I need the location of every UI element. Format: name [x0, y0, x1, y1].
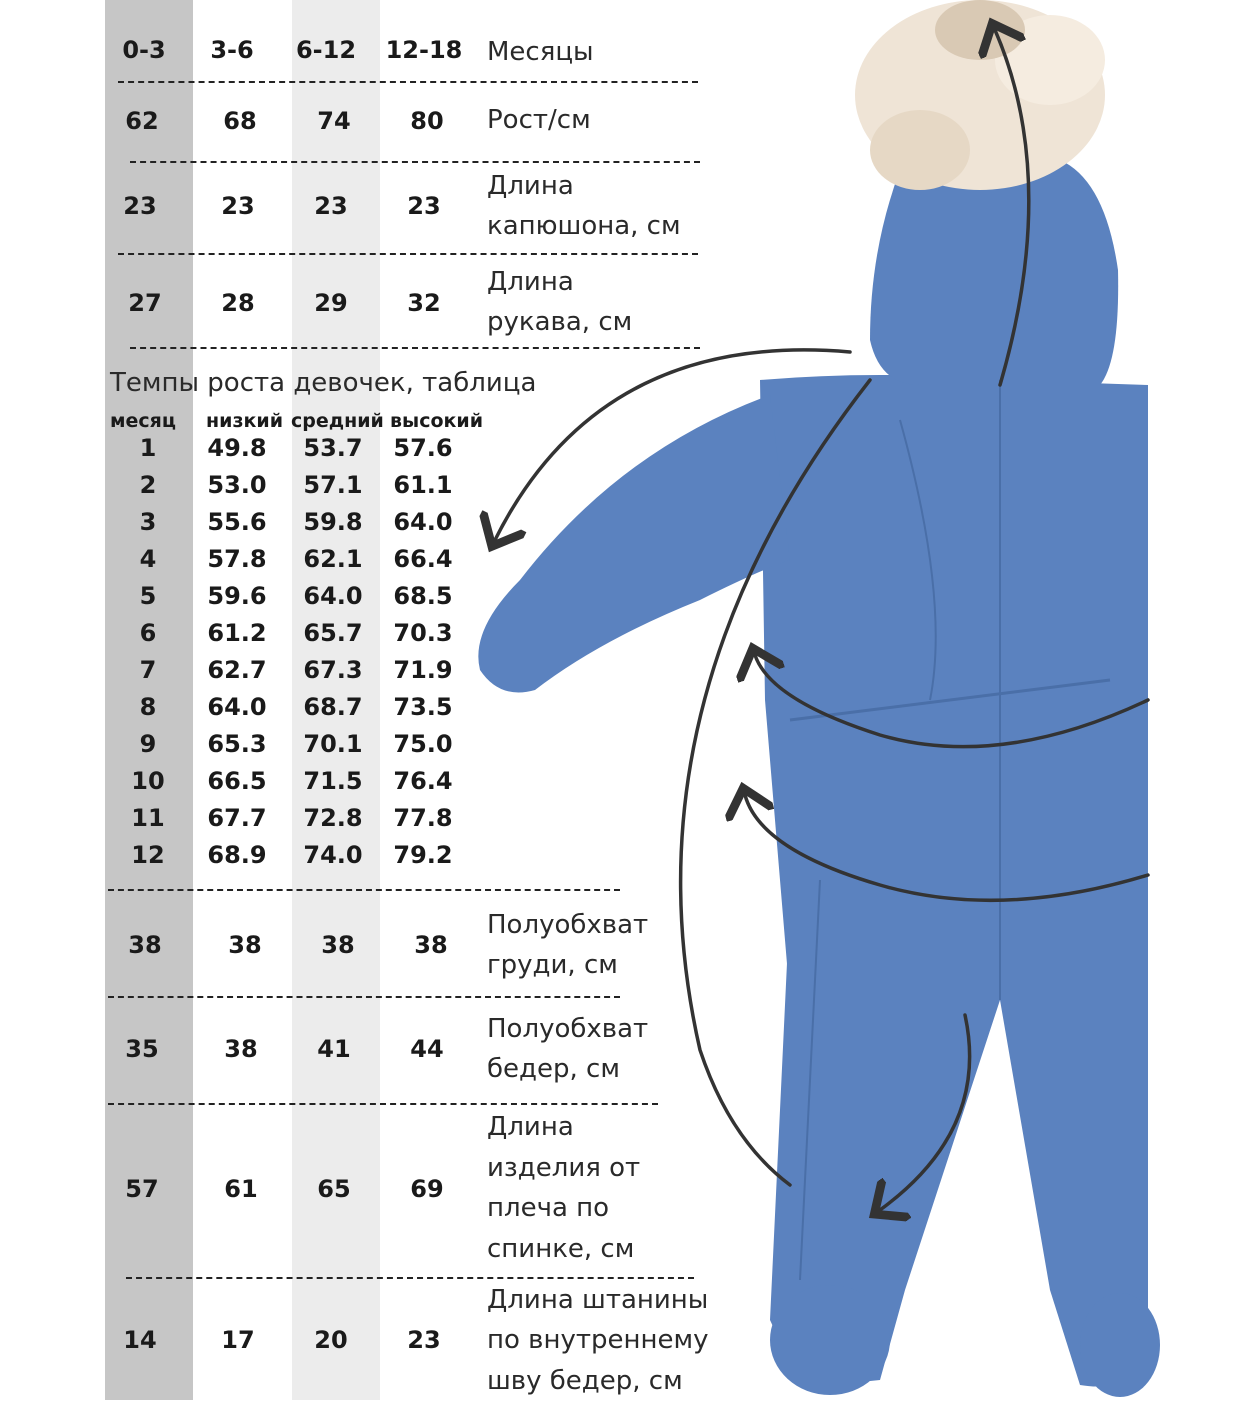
- months-0-3: 0-3: [122, 36, 166, 64]
- growth-value-cell: 73.5: [393, 693, 453, 721]
- height-label: Рост/см: [487, 105, 591, 135]
- growth-value-cell: 64.0: [207, 693, 267, 721]
- growth-month-cell: 7: [139, 656, 157, 684]
- inseam-label-line3: шву бедер, см: [487, 1366, 683, 1396]
- growth-month-cell: 12: [131, 841, 165, 869]
- hood-label-line1: Длина: [487, 171, 574, 201]
- growth-value-cell: 76.4: [393, 767, 453, 795]
- fur-pompom: [855, 0, 1105, 190]
- snowsuit-arm: [478, 395, 790, 693]
- hips-label-line2: бедер, см: [487, 1054, 620, 1084]
- chest-value: 38: [128, 931, 162, 959]
- growth-value-cell: 74.0: [303, 841, 363, 869]
- growth-value-cell: 67.3: [303, 656, 363, 684]
- chest-label-line2: груди, см: [487, 950, 618, 980]
- growth-month-cell: 8: [139, 693, 157, 721]
- hood-value: 23: [221, 192, 255, 220]
- growth-table-title: Темпы роста девочек, таблица: [110, 368, 537, 398]
- months-6-12: 6-12: [295, 36, 357, 64]
- inseam-label-line2: по внутреннему: [487, 1325, 709, 1355]
- growth-month-cell: 11: [131, 804, 165, 832]
- hips-value: 35: [125, 1035, 159, 1063]
- back-length-value: 61: [224, 1175, 258, 1203]
- growth-value-cell: 71.9: [393, 656, 453, 684]
- growth-month-cell: 10: [131, 767, 165, 795]
- back-length-value: 69: [410, 1175, 444, 1203]
- growth-value-cell: 70.1: [303, 730, 363, 758]
- inseam-value: 20: [314, 1326, 348, 1354]
- growth-month-cell: 9: [139, 730, 157, 758]
- back-length-value: 65: [317, 1175, 351, 1203]
- hood-value: 23: [314, 192, 348, 220]
- growth-value-cell: 59.8: [303, 508, 363, 536]
- growth-value-cell: 53.0: [207, 471, 267, 499]
- hips-label-line1: Полуобхват: [487, 1014, 649, 1044]
- growth-value-cell: 72.8: [303, 804, 363, 832]
- growth-value-cell: 68.9: [207, 841, 267, 869]
- sleeve-value: 29: [314, 289, 348, 317]
- growth-month-cell: 3: [139, 508, 157, 536]
- inseam-value: 17: [221, 1326, 255, 1354]
- growth-value-cell: 61.1: [393, 471, 453, 499]
- months-label: Месяцы: [487, 37, 594, 67]
- chest-value: 38: [228, 931, 262, 959]
- growth-value-cell: 79.2: [393, 841, 453, 869]
- growth-value-cell: 53.7: [303, 434, 363, 462]
- hips-value: 44: [410, 1035, 444, 1063]
- growth-value-cell: 68.5: [393, 582, 453, 610]
- growth-value-cell: 70.3: [393, 619, 453, 647]
- sleeve-value: 28: [221, 289, 255, 317]
- growth-month-cell: 5: [139, 582, 157, 610]
- growth-header-high: высокий: [390, 410, 484, 432]
- growth-value-cell: 66.5: [207, 767, 267, 795]
- growth-value-cell: 62.1: [303, 545, 363, 573]
- growth-header-low: низкий: [206, 410, 284, 432]
- growth-month-cell: 6: [139, 619, 157, 647]
- growth-value-cell: 65.7: [303, 619, 363, 647]
- growth-value-cell: 68.7: [303, 693, 363, 721]
- back-length-value: 57: [125, 1175, 159, 1203]
- growth-header-month: месяц: [110, 410, 176, 432]
- back-length-label-line4: спинке, см: [487, 1234, 635, 1264]
- growth-value-cell: 67.7: [207, 804, 267, 832]
- hood-label-line2: капюшона, см: [487, 211, 681, 241]
- snowsuit-foot-left: [770, 1285, 890, 1395]
- growth-value-cell: 64.0: [393, 508, 453, 536]
- back-length-label-line1: Длина: [487, 1112, 574, 1142]
- chest-value: 38: [321, 931, 355, 959]
- inseam-value: 23: [407, 1326, 441, 1354]
- height-value: 62: [125, 107, 159, 135]
- sleeve-value: 27: [128, 289, 162, 317]
- snowsuit: [478, 0, 1160, 1397]
- sleeve-label-line2: рукава, см: [487, 307, 633, 337]
- back-length-label-line3: плеча по: [487, 1193, 610, 1223]
- months-12-18: 12-18: [385, 36, 463, 64]
- inseam-label-line1: Длина штанины: [487, 1285, 709, 1315]
- growth-value-cell: 59.6: [207, 582, 267, 610]
- back-length-label-line2: изделия от: [487, 1153, 641, 1183]
- snowsuit-hood: [870, 160, 1118, 385]
- sleeve-label-line1: Длина: [487, 267, 574, 297]
- growth-value-cell: 71.5: [303, 767, 363, 795]
- height-value: 74: [317, 107, 351, 135]
- chest-value: 38: [414, 931, 448, 959]
- inseam-value: 14: [123, 1326, 157, 1354]
- growth-value-cell: 77.8: [393, 804, 453, 832]
- growth-value-cell: 49.8: [207, 434, 267, 462]
- hood-value: 23: [123, 192, 157, 220]
- growth-header-mid: средний: [291, 410, 384, 432]
- growth-value-cell: 66.4: [393, 545, 453, 573]
- hood-value: 23: [407, 192, 441, 220]
- growth-value-cell: 57.6: [393, 434, 453, 462]
- hips-value: 38: [224, 1035, 258, 1063]
- height-value: 80: [410, 107, 444, 135]
- growth-month-cell: 1: [139, 434, 157, 462]
- chest-label-line1: Полуобхват: [487, 910, 649, 940]
- growth-value-cell: 57.1: [303, 471, 363, 499]
- growth-month-cell: 4: [139, 545, 157, 573]
- sleeve-value: 32: [407, 289, 441, 317]
- growth-value-cell: 55.6: [207, 508, 267, 536]
- growth-value-cell: 62.7: [207, 656, 267, 684]
- growth-value-cell: 75.0: [393, 730, 453, 758]
- growth-value-cell: 57.8: [207, 545, 267, 573]
- months-3-6: 3-6: [210, 36, 254, 64]
- growth-value-cell: 61.2: [207, 619, 267, 647]
- height-value: 68: [223, 107, 257, 135]
- snowsuit-foot-right: [1080, 1293, 1160, 1397]
- hips-value: 41: [317, 1035, 351, 1063]
- growth-value-cell: 65.3: [207, 730, 267, 758]
- growth-value-cell: 64.0: [303, 582, 363, 610]
- growth-month-cell: 2: [139, 471, 157, 499]
